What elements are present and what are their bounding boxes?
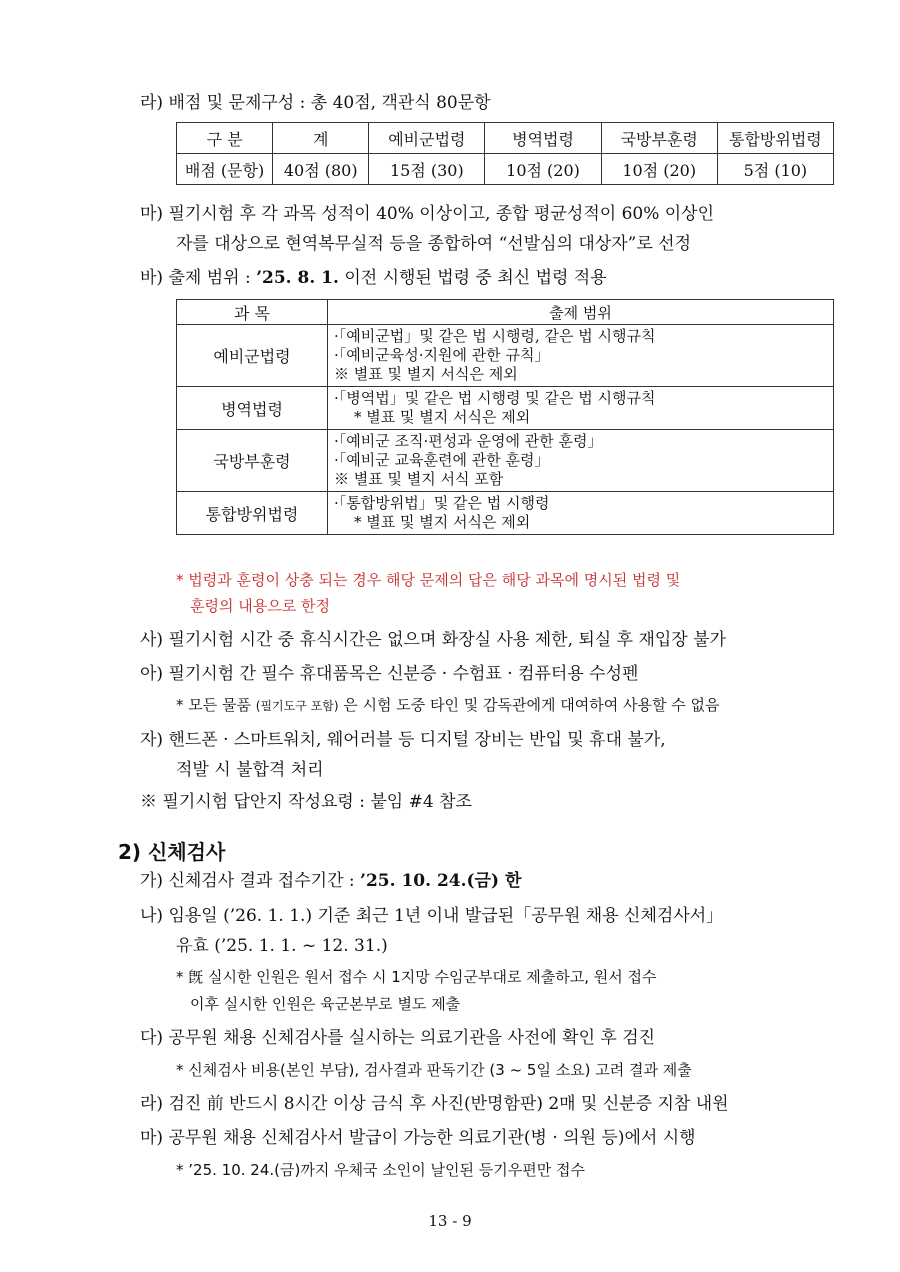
s2-item-ga-date: ’25. 10. 24.(금) 한 (360, 871, 522, 891)
scope-row (177, 387, 834, 430)
item-a-note-small: (필기도구 포함) (255, 699, 339, 713)
s2-item-ra: 라) 검진 前 반드시 8시간 이상 금식 후 사진(반명함판) 2매 및 신분증 지참 내원 (140, 1094, 729, 1114)
s2-item-na-note-line2: 이후 실시한 인원은 육군본부로 별도 제출 (190, 995, 461, 1013)
scope-item: ·「통합방위법」및 같은 법 시행령 (334, 494, 550, 512)
score-table (176, 122, 834, 185)
item-a: 아) 필기시험 간 필수 휴대품목은 신분증 · 수험표 · 컴퓨터용 수성펜 (140, 664, 639, 684)
scope-item: ·「예비군 교육훈련에 관한 훈령」 (334, 451, 550, 469)
score-table-header (177, 123, 834, 154)
item-a-note-prefix: * 모든 물품 (176, 696, 256, 714)
scope-header-range: 출제 범위 (328, 300, 834, 325)
s2-item-ga (140, 870, 521, 892)
scope-items (328, 325, 834, 387)
scope-item: ·「예비군육성·지원에 관한 규칙」 (334, 346, 550, 364)
scope-table-header (177, 300, 834, 325)
item-ja-line1: 자) 핸드폰 · 스마트워치, 웨어러블 등 디지털 장비는 반입 및 휴대 불가, (140, 730, 666, 750)
red-note-line2: 훈령의 내용으로 한정 (190, 597, 330, 615)
page-number: 13 - 9 (428, 1212, 472, 1230)
item-ja-line2: 적발 시 불합격 처리 (176, 760, 324, 780)
scope-items (328, 430, 834, 492)
score-cell: 15점 (30) (369, 154, 485, 185)
item-ra: 라) 배점 및 문제구성 : 총 40점, 객관식 80문항 (140, 93, 491, 113)
scope-item: * 별표 및 별지 서식은 제외 (354, 408, 531, 426)
score-header-cell: 병역법령 (485, 123, 601, 154)
s2-item-ga-prefix: 가) 신체검사 결과 접수기간 : (140, 871, 361, 891)
item-a-note (176, 695, 719, 716)
section-title: 2) 신체검사 (118, 840, 226, 864)
scope-item: ※ 별표 및 별지 서식은 제외 (334, 365, 518, 383)
score-cell: 10점 (20) (485, 154, 601, 185)
scope-row (177, 492, 834, 535)
scope-subject: 병역법령 (177, 387, 328, 430)
scope-item: ·「예비군법」및 같은 법 시행령, 같은 법 시행규칙 (334, 327, 656, 345)
item-ma-line1: 마) 필기시험 후 각 과목 성적이 40% 이상이고, 종합 평균성적이 60% 이상인 (140, 204, 715, 224)
scope-subject: 국방부훈령 (177, 430, 328, 492)
item-sa: 사) 필기시험 시간 중 휴식시간은 없으며 화장실 사용 제한, 퇴실 후 재입장 불가 (140, 630, 726, 650)
item-ba-prefix: 바) 출제 범위 : (140, 268, 257, 288)
score-header-cell: 예비군법령 (369, 123, 485, 154)
scope-row (177, 430, 834, 492)
s2-item-na-line1: 나) 임용일 (’26. 1. 1.) 기준 최근 1년 이내 발급된「공무원 채용 신체검사서」 (140, 906, 724, 926)
score-cell: 5점 (10) (717, 154, 833, 185)
score-header-cell: 통합방위법령 (717, 123, 833, 154)
s2-item-da: 다) 공무원 채용 신체검사를 실시하는 의료기관을 사전에 확인 후 검진 (140, 1028, 656, 1048)
scope-items (328, 387, 834, 430)
item-a-note-suffix: 은 시험 도중 타인 및 감독관에게 대여하여 사용할 수 없음 (338, 696, 720, 714)
scope-subject: 예비군법령 (177, 325, 328, 387)
reference-note: ※ 필기시험 답안지 작성요령 : 붙임 #4 참조 (140, 792, 472, 812)
s2-item-na-line2: 유효 (’25. 1. 1. ~ 12. 31.) (176, 936, 388, 956)
scope-table (176, 299, 834, 535)
s2-item-na-note-line1: * 旣 실시한 인원은 원서 접수 시 1지망 수임군부대로 제출하고, 원서 접수 (176, 968, 657, 986)
scope-items (328, 492, 834, 535)
s2-item-da-note: * 신체검사 비용(본인 부담), 검사결과 판독기간 (3 ~ 5일 소요) 고려 결과 제출 (176, 1061, 692, 1079)
item-ma-line2: 자를 대상으로 현역복무실적 등을 종합하여 “선발심의 대상자”로 선정 (176, 234, 692, 254)
score-cell: 10점 (20) (601, 154, 717, 185)
scope-item: * 별표 및 별지 서식은 제외 (354, 513, 531, 531)
score-header-cell: 계 (273, 123, 369, 154)
scope-header-subject: 과 목 (177, 300, 328, 325)
score-cell: 40점 (80) (273, 154, 369, 185)
item-ba (140, 267, 607, 289)
item-ba-date: ’25. 8. 1. (256, 268, 339, 288)
s2-item-ma-note: * ’25. 10. 24.(금)까지 우체국 소인이 날인된 등기우편만 접수 (176, 1161, 585, 1179)
score-header-cell: 국방부훈령 (601, 123, 717, 154)
item-ba-suffix: 이전 시행된 법령 중 최신 법령 적용 (338, 268, 607, 288)
score-cell: 배점 (문항) (177, 154, 273, 185)
red-note-line1: * 법령과 훈령이 상충 되는 경우 해당 문제의 답은 해당 과목에 명시된 법령 및 (176, 571, 681, 589)
scope-item: ·「병역법」및 같은 법 시행령 및 같은 법 시행규칙 (334, 389, 656, 407)
s2-item-ma: 마) 공무원 채용 신체검사서 발급이 가능한 의료기관(병 · 의원 등)에서 시행 (140, 1128, 696, 1148)
score-table-row (177, 154, 834, 185)
scope-subject: 통합방위법령 (177, 492, 328, 535)
score-header-cell: 구 분 (177, 123, 273, 154)
scope-item: ·「예비군 조직·편성과 운영에 관한 훈령」 (334, 432, 603, 450)
scope-item: ※ 별표 및 별지 서식 포함 (334, 470, 504, 488)
scope-row (177, 325, 834, 387)
